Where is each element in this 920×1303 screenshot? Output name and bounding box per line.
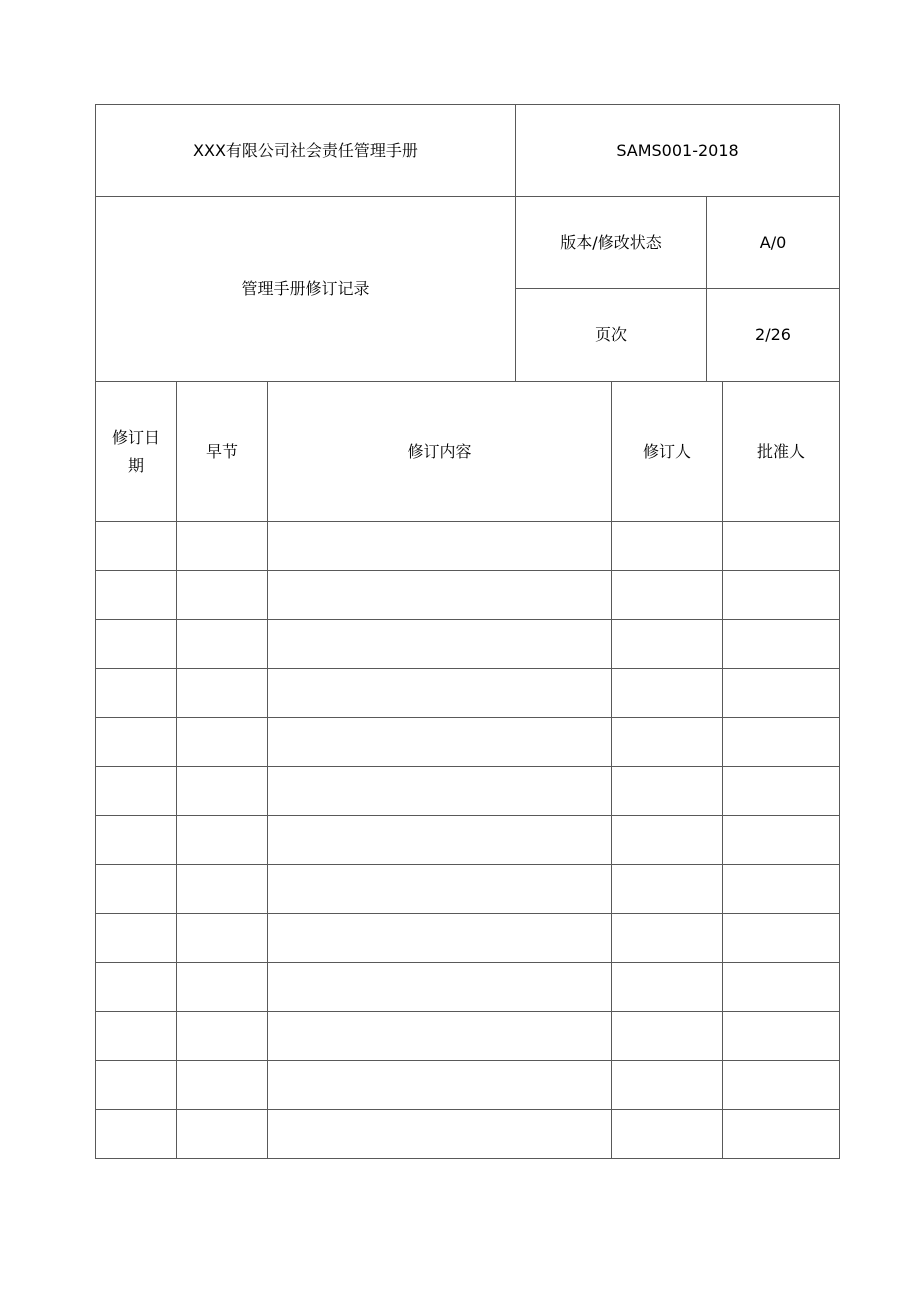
- cell-reviser: [612, 1012, 723, 1061]
- column-header-content: 修订内容: [268, 382, 612, 522]
- cell-content: [268, 1110, 612, 1159]
- manual-title: XXX有限公司社会责任管理手册: [96, 105, 516, 197]
- cell-approver: [723, 914, 840, 963]
- version-value: A/0: [707, 197, 840, 289]
- cell-content: [268, 963, 612, 1012]
- cell-content: [268, 914, 612, 963]
- table-row: [96, 865, 840, 914]
- cell-reviser: [612, 718, 723, 767]
- table-row: [96, 1110, 840, 1159]
- cell-chapter: [177, 571, 268, 620]
- cell-content: [268, 620, 612, 669]
- column-header-approver: 批准人: [723, 382, 840, 522]
- cell-reviser: [612, 767, 723, 816]
- cell-reviser: [612, 571, 723, 620]
- page-value: 2/26: [707, 289, 840, 382]
- cell-content: [268, 1061, 612, 1110]
- cell-approver: [723, 522, 840, 571]
- cell-reviser: [612, 522, 723, 571]
- revision-record-table: [95, 381, 840, 1159]
- column-header-reviser: 修订人: [612, 382, 723, 522]
- cell-chapter: [177, 914, 268, 963]
- table-row: [96, 620, 840, 669]
- version-label: 版本/修改状态: [516, 197, 707, 289]
- cell-chapter: [177, 865, 268, 914]
- cell-date: [96, 1110, 177, 1159]
- cell-approver: [723, 620, 840, 669]
- cell-chapter: [177, 522, 268, 571]
- column-header-chapter: 早节: [177, 382, 268, 522]
- column-header-date: [96, 382, 177, 522]
- cell-date: [96, 1061, 177, 1110]
- cell-content: [268, 522, 612, 571]
- cell-date: [96, 718, 177, 767]
- cell-chapter: [177, 620, 268, 669]
- cell-chapter: [177, 767, 268, 816]
- cell-chapter: [177, 963, 268, 1012]
- cell-date: [96, 1012, 177, 1061]
- cell-approver: [723, 669, 840, 718]
- cell-reviser: [612, 620, 723, 669]
- cell-reviser: [612, 669, 723, 718]
- cell-approver: [723, 865, 840, 914]
- column-header-date-line2: 期: [127, 455, 144, 475]
- cell-content: [268, 669, 612, 718]
- document-header-table: [95, 104, 840, 382]
- document-code: SAMS001-2018: [516, 105, 840, 197]
- table-row: [96, 571, 840, 620]
- cell-reviser: [612, 963, 723, 1012]
- cell-reviser: [612, 865, 723, 914]
- cell-approver: [723, 718, 840, 767]
- cell-date: [96, 914, 177, 963]
- cell-chapter: [177, 1110, 268, 1159]
- cell-approver: [723, 1012, 840, 1061]
- cell-approver: [723, 1110, 840, 1159]
- cell-chapter: [177, 669, 268, 718]
- table-row: [96, 963, 840, 1012]
- cell-date: [96, 620, 177, 669]
- cell-content: [268, 816, 612, 865]
- cell-date: [96, 767, 177, 816]
- cell-content: [268, 1012, 612, 1061]
- cell-date: [96, 816, 177, 865]
- cell-date: [96, 571, 177, 620]
- cell-content: [268, 571, 612, 620]
- page-label: 页次: [516, 289, 707, 382]
- cell-date: [96, 865, 177, 914]
- cell-chapter: [177, 816, 268, 865]
- cell-chapter: [177, 718, 268, 767]
- cell-chapter: [177, 1012, 268, 1061]
- table-row: [96, 1012, 840, 1061]
- column-header-date-line1: 修订日: [111, 427, 160, 447]
- cell-approver: [723, 816, 840, 865]
- cell-date: [96, 669, 177, 718]
- table-header-row: [96, 382, 840, 522]
- cell-reviser: [612, 816, 723, 865]
- cell-reviser: [612, 914, 723, 963]
- cell-reviser: [612, 1061, 723, 1110]
- cell-approver: [723, 767, 840, 816]
- cell-chapter: [177, 1061, 268, 1110]
- table-row: [96, 816, 840, 865]
- cell-approver: [723, 571, 840, 620]
- cell-reviser: [612, 1110, 723, 1159]
- table-row: [96, 1061, 840, 1110]
- cell-approver: [723, 963, 840, 1012]
- cell-content: [268, 865, 612, 914]
- cell-date: [96, 963, 177, 1012]
- cell-approver: [723, 1061, 840, 1110]
- table-row: [96, 767, 840, 816]
- cell-content: [268, 767, 612, 816]
- cell-content: [268, 718, 612, 767]
- table-row: [96, 522, 840, 571]
- table-row: [96, 669, 840, 718]
- cell-date: [96, 522, 177, 571]
- section-title: 管理手册修订记录: [96, 197, 516, 382]
- table-row: [96, 718, 840, 767]
- table-row: [96, 914, 840, 963]
- revision-table-body: [96, 522, 840, 1159]
